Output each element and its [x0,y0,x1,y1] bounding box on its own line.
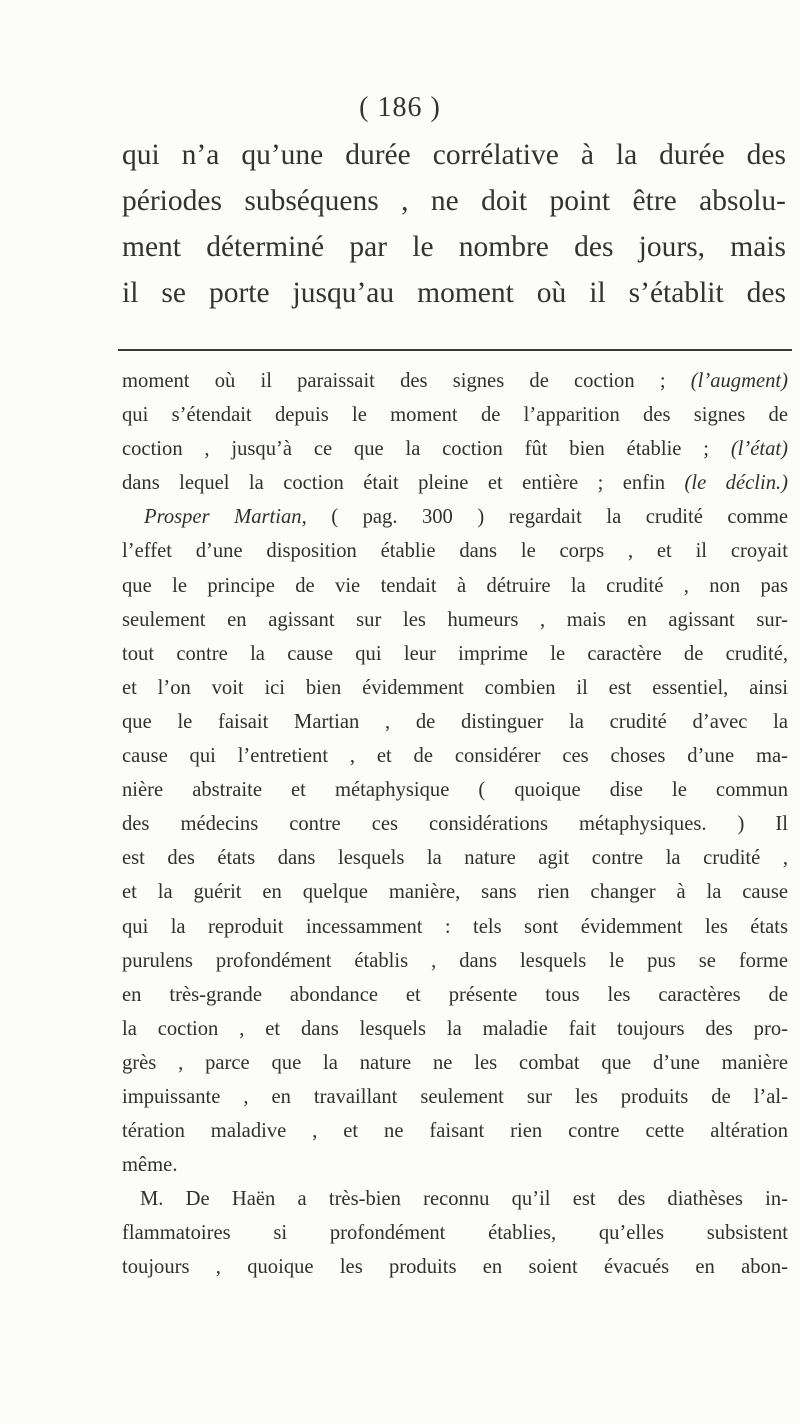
note-line: flammatoires si profondément établies, qu’elles subsistent [122,1222,788,1245]
note-line: cause qui l’entretient , et de considérer ces choses d’une ma- [122,745,788,768]
note-line: même. [122,1154,178,1177]
note-line: et la guérit en quelque manière, sans rien changer à la cause [122,881,788,904]
note-line: impuissante , en travaillant seulement sur les produits de l’al- [122,1085,788,1108]
note-line: grès , parce que la nature ne les combat que d’une manière [122,1051,788,1074]
note-line: qui la reproduit incessamment : tels sont évidemment les états [122,915,788,938]
main-text-line: périodes subséquens , ne doit point être absolu- [122,185,786,217]
main-text-line: ment déterminé par le nombre des jours, mais [122,231,786,263]
note-line: purulens profondément établis , dans lesquels le pus se forme [122,949,788,972]
author-name: Prosper Martian [144,506,302,529]
note-line [122,466,788,500]
note-line: M. De Haën a très-bien reconnu qu’il est des diathèses in- [140,1188,788,1211]
note-line: l’effet d’une disposition établie dans le corps , et il croyait [122,540,788,563]
note-text: moment où il paraissait des signes de coction ; [122,370,666,392]
note-line [122,364,788,398]
page-number: ( 186 ) [359,92,441,123]
note-line: tération maladive , et ne faisant rien contre cette altération [122,1120,788,1143]
note-line: toujours , quoique les produits en soient évacués en abon- [122,1256,788,1279]
note-line: est des états dans lesquels la nature agit contre la crudité , [122,847,788,870]
note-text: dans lequel la coction était pleine et entière ; enfin [122,472,666,495]
note-line: seulement en agissant sur les humeurs , mais en agissant sur- [122,608,788,631]
note-line: nière abstraite et métaphysique ( quoique dise le commun [122,779,788,802]
note-text: coction , jusqu’à ce que la coction fût bien établie ; [122,438,709,461]
note-line: tout contre la cause qui leur imprime le caractère de crudité, [122,642,788,665]
note-text: , ( pag. 300 ) regardait la crudité comme [301,506,788,529]
note-line: qui s’étendait depuis le moment de l’apparition des signes de [122,404,788,427]
footnote-block [122,364,788,1285]
main-text-line: il se porte jusqu’au moment où il s’établit des [122,277,786,309]
note-line: que le faisait Martian , de distinguer la crudité d’avec la [122,710,788,733]
note-italic-text: (le déclin.) [684,472,789,495]
note-line: que le principe de vie tendait à détruire la crudité , non pas [122,574,788,597]
note-line: la coction , et dans lesquels la maladie fait toujours des pro- [122,1017,788,1040]
footnote-separator-rule [118,349,792,351]
note-line: des médecins contre ces considérations métaphysiques. ) Il [122,813,788,836]
note-line: en très-grande abondance et présente tous les caractères de [122,983,788,1006]
note-line [122,500,788,534]
note-line: et l’on voit ici bien évidemment combien il est essentiel, ainsi [122,676,788,699]
note-line [122,432,788,466]
note-italic-text: (l’état) [730,438,788,461]
main-text-line: qui n’a qu’une durée corrélative à la durée des [122,139,786,171]
note-italic-text: (l’augment) [690,370,788,392]
main-text [122,132,786,316]
